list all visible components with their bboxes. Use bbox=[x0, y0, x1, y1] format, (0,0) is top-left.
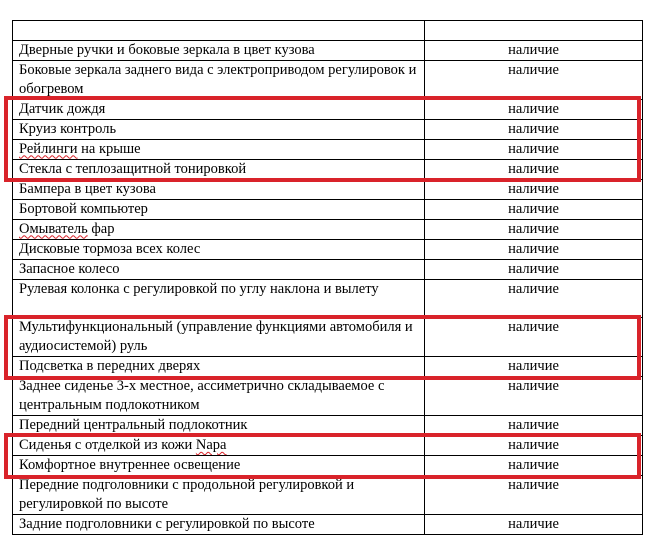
table-row bbox=[13, 279, 643, 318]
feature-cell bbox=[13, 259, 425, 279]
feature-cell bbox=[13, 119, 425, 139]
feature-text: Датчик дождя bbox=[19, 100, 106, 117]
table-row bbox=[13, 99, 643, 119]
value-cell bbox=[425, 456, 643, 476]
value-text: наличие bbox=[508, 61, 559, 78]
value-cell bbox=[425, 179, 643, 199]
value-cell bbox=[425, 40, 643, 60]
table-row bbox=[13, 119, 643, 139]
feature-text: Мультифункциональный (управление функциями автомобиля и аудиосистемой) руль bbox=[19, 319, 413, 354]
value-text: наличие bbox=[508, 417, 559, 433]
value-cell bbox=[425, 60, 643, 99]
feature-text: Запасное колесо bbox=[19, 260, 120, 277]
feature-cell bbox=[13, 159, 425, 179]
value-text: наличие bbox=[508, 220, 559, 237]
feature-cell bbox=[13, 279, 425, 318]
value-cell bbox=[425, 416, 643, 436]
feature-text: Задние подголовники с регулировкой по высоте bbox=[19, 516, 315, 532]
feature-cell bbox=[13, 357, 425, 377]
feature-text: Рулевая колонка с регулировкой по углу наклона и вылету bbox=[19, 280, 379, 297]
feature-cell bbox=[13, 318, 425, 357]
feature-cell bbox=[13, 99, 425, 119]
feature-cell bbox=[13, 416, 425, 436]
value-cell bbox=[425, 199, 643, 219]
feature-text: Омыватель фар bbox=[19, 220, 115, 237]
value-cell bbox=[425, 139, 643, 159]
feature-text: Круиз контроль bbox=[19, 120, 117, 137]
value-text: наличие bbox=[508, 260, 559, 277]
value-cell bbox=[425, 259, 643, 279]
table-row bbox=[13, 40, 643, 60]
value-text: наличие bbox=[508, 240, 559, 257]
feature-text: Заднее сиденье 3-х местное, ассиметрично складываемое с центральным подлокотником bbox=[19, 378, 385, 413]
value-cell bbox=[425, 99, 643, 119]
value-cell bbox=[425, 119, 643, 139]
value-text: наличие bbox=[508, 457, 559, 473]
value-cell bbox=[425, 239, 643, 259]
feature-cell bbox=[13, 179, 425, 199]
table-row bbox=[13, 515, 643, 535]
feature-cell bbox=[13, 219, 425, 239]
feature-cell bbox=[13, 515, 425, 535]
table-row bbox=[13, 436, 643, 456]
value-text: наличие bbox=[508, 358, 559, 374]
table-row bbox=[13, 199, 643, 219]
value-cell bbox=[425, 21, 643, 41]
value-text: наличие bbox=[508, 437, 559, 453]
feature-cell bbox=[13, 476, 425, 515]
value-text: наличие bbox=[508, 160, 559, 177]
feature-cell bbox=[13, 139, 425, 159]
value-text: наличие bbox=[508, 120, 559, 137]
feature-cell bbox=[13, 436, 425, 456]
value-text: наличие bbox=[508, 200, 559, 217]
feature-text: Бампера в цвет кузова bbox=[19, 180, 156, 197]
feature-text: Сиденья с отделкой из кожи Napa bbox=[19, 437, 227, 453]
feature-text: Передний центральный подлокотник bbox=[19, 417, 248, 433]
spellcheck-word: Омыватель bbox=[19, 220, 88, 237]
feature-cell bbox=[13, 199, 425, 219]
feature-text: Передние подголовники с продольной регулировкой и регулировкой по высоте bbox=[19, 477, 355, 512]
table-row bbox=[13, 139, 643, 159]
equipment-table-body bbox=[13, 21, 643, 535]
feature-text: Стекла с теплозащитной тонировкой bbox=[19, 160, 247, 177]
table-row bbox=[13, 179, 643, 199]
value-cell bbox=[425, 318, 643, 357]
feature-cell bbox=[13, 456, 425, 476]
value-text: наличие bbox=[508, 180, 559, 197]
table-row bbox=[13, 159, 643, 179]
feature-cell bbox=[13, 239, 425, 259]
value-cell bbox=[425, 436, 643, 456]
feature-cell bbox=[13, 40, 425, 60]
feature-cell bbox=[13, 60, 425, 99]
spellcheck-word: Napa bbox=[195, 437, 227, 453]
spellcheck-word: Рейлинги bbox=[19, 140, 78, 157]
value-text: наличие bbox=[508, 378, 559, 394]
feature-cell bbox=[13, 21, 425, 41]
value-cell bbox=[425, 219, 643, 239]
value-cell bbox=[425, 515, 643, 535]
value-text: наличие bbox=[508, 100, 559, 117]
value-text: наличие bbox=[508, 516, 559, 532]
value-cell bbox=[425, 279, 643, 318]
table-row bbox=[13, 219, 643, 239]
value-text: наличие bbox=[508, 280, 559, 297]
feature-text: Бортовой компьютер bbox=[19, 200, 148, 217]
table-row bbox=[13, 416, 643, 436]
table-row bbox=[13, 456, 643, 476]
value-cell bbox=[425, 476, 643, 515]
feature-text: Комфортное внутреннее освещение bbox=[19, 457, 241, 473]
value-text: наличие bbox=[508, 140, 559, 157]
feature-text: Дверные ручки и боковые зеркала в цвет кузова bbox=[19, 41, 315, 58]
table-row bbox=[13, 259, 643, 279]
value-text: наличие bbox=[508, 41, 559, 58]
value-cell bbox=[425, 377, 643, 416]
table-row bbox=[13, 21, 643, 41]
table-row bbox=[13, 357, 643, 377]
table-row bbox=[13, 476, 643, 515]
value-cell bbox=[425, 159, 643, 179]
equipment-table bbox=[12, 20, 643, 535]
value-cell bbox=[425, 357, 643, 377]
feature-text: Дисковые тормоза всех колес bbox=[19, 240, 201, 257]
table-row bbox=[13, 239, 643, 259]
table-row bbox=[13, 318, 643, 357]
feature-cell bbox=[13, 377, 425, 416]
table-row bbox=[13, 377, 643, 416]
feature-text: Рейлинги на крыше bbox=[19, 140, 141, 157]
table-row bbox=[13, 60, 643, 99]
value-text: наличие bbox=[508, 319, 559, 335]
feature-text: Подсветка в передних дверях bbox=[19, 358, 201, 374]
feature-text: Боковые зеркала заднего вида с электроприводом регулировок и обогревом bbox=[19, 61, 417, 97]
value-text: наличие bbox=[508, 477, 559, 493]
